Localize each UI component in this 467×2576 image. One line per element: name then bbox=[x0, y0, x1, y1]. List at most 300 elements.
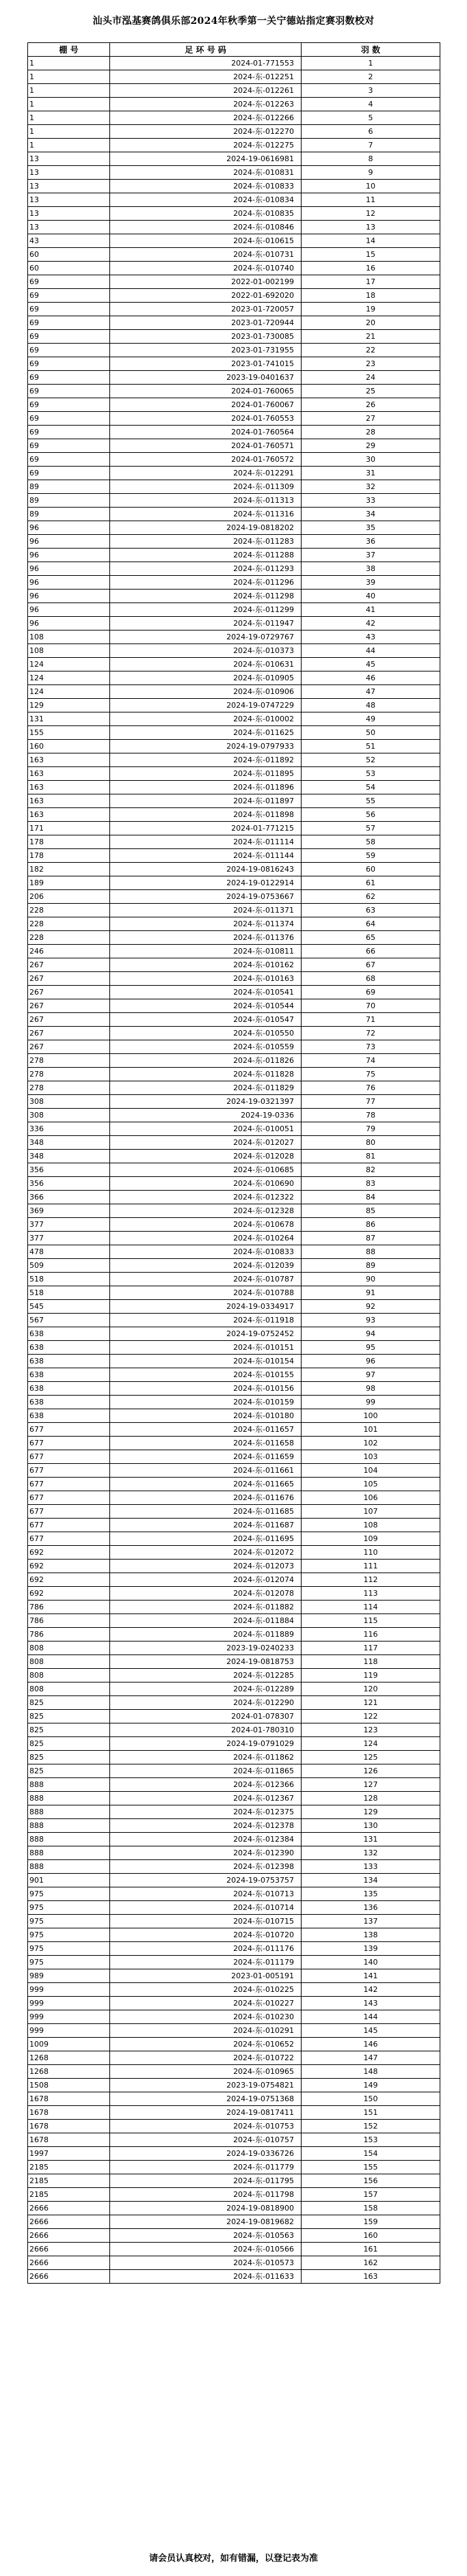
ring-number-cell: 2024-东-012289 bbox=[110, 1682, 302, 1696]
table-row bbox=[28, 631, 440, 644]
table-row bbox=[28, 1314, 440, 1327]
ring-number-cell: 2024-19-0752452 bbox=[110, 1327, 302, 1341]
table-row bbox=[28, 70, 440, 84]
ring-number-cell: 2024-01-760067 bbox=[110, 398, 302, 412]
ring-number-cell: 2024-东-010846 bbox=[110, 221, 302, 234]
ring-number-cell: 2024-东-011625 bbox=[110, 726, 302, 740]
loft-number-cell: 96 bbox=[28, 549, 110, 562]
bird-count-cell: 1 bbox=[302, 57, 440, 70]
table-row bbox=[28, 822, 440, 835]
loft-number-cell: 888 bbox=[28, 1833, 110, 1846]
ring-number-cell: 2024-19-0791029 bbox=[110, 1737, 302, 1751]
ring-number-cell: 2024-东-010715 bbox=[110, 1915, 302, 1928]
ring-number-cell: 2023-01-741015 bbox=[110, 357, 302, 371]
table-row bbox=[28, 931, 440, 945]
table-row bbox=[28, 1081, 440, 1095]
bird-count-cell: 42 bbox=[302, 617, 440, 631]
bird-count-cell: 34 bbox=[302, 508, 440, 521]
table-row bbox=[28, 316, 440, 330]
table-row bbox=[28, 289, 440, 303]
table-row bbox=[28, 125, 440, 139]
table-row bbox=[28, 1860, 440, 1874]
table-row bbox=[28, 849, 440, 863]
table-row bbox=[28, 590, 440, 603]
table-row bbox=[28, 549, 440, 562]
bird-count-cell: 124 bbox=[302, 1737, 440, 1751]
footer-note: 请会员认真校对，如有错漏，以登记表为准 bbox=[148, 2553, 318, 2564]
ring-number-cell: 2024-19-0321397 bbox=[110, 1095, 302, 1109]
ring-number-cell: 2024-东-011947 bbox=[110, 617, 302, 631]
ring-number-cell: 2024-东-012290 bbox=[110, 1696, 302, 1710]
ring-number-cell: 2024-东-010833 bbox=[110, 1245, 302, 1259]
ring-number-cell: 2024-东-010563 bbox=[110, 2229, 302, 2243]
bird-count-cell: 4 bbox=[302, 98, 440, 111]
ring-number-cell: 2024-东-012390 bbox=[110, 1846, 302, 1860]
bird-count-cell: 71 bbox=[302, 1013, 440, 1027]
bird-count-cell: 82 bbox=[302, 1163, 440, 1177]
loft-number-cell: 677 bbox=[28, 1464, 110, 1478]
bird-count-cell: 99 bbox=[302, 1396, 440, 1409]
loft-number-cell: 124 bbox=[28, 658, 110, 671]
bird-count-cell: 58 bbox=[302, 835, 440, 849]
table-row bbox=[28, 2065, 440, 2079]
ring-number-cell: 2024-东-010162 bbox=[110, 958, 302, 972]
loft-number-cell: 1 bbox=[28, 70, 110, 84]
table-row bbox=[28, 1368, 440, 1382]
bird-count-cell: 75 bbox=[302, 1068, 440, 1081]
loft-number-cell: 69 bbox=[28, 385, 110, 398]
loft-number-cell: 2666 bbox=[28, 2229, 110, 2243]
ring-number-cell: 2024-东-012039 bbox=[110, 1259, 302, 1273]
table-row bbox=[28, 1191, 440, 1204]
loft-number-cell: 69 bbox=[28, 289, 110, 303]
ring-number-cell: 2024-19-0753667 bbox=[110, 890, 302, 904]
loft-number-cell: 1 bbox=[28, 98, 110, 111]
ring-number-cell: 2024-01-780310 bbox=[110, 1723, 302, 1737]
ring-number-cell: 2024-19-0816243 bbox=[110, 863, 302, 876]
ring-number-cell: 2024-东-010753 bbox=[110, 2120, 302, 2133]
loft-number-cell: 786 bbox=[28, 1614, 110, 1628]
bird-count-cell: 155 bbox=[302, 2161, 440, 2174]
table-body bbox=[28, 57, 440, 2284]
ring-number-cell: 2024-东-011695 bbox=[110, 1532, 302, 1546]
bird-count-cell: 45 bbox=[302, 658, 440, 671]
table-row bbox=[28, 207, 440, 221]
bird-count-cell: 108 bbox=[302, 1519, 440, 1532]
bird-count-cell: 5 bbox=[302, 111, 440, 125]
table-row bbox=[28, 1560, 440, 1573]
bird-count-cell: 129 bbox=[302, 1805, 440, 1819]
loft-number-cell: 69 bbox=[28, 453, 110, 467]
bird-count-cell: 140 bbox=[302, 1956, 440, 1969]
loft-number-cell: 1 bbox=[28, 139, 110, 152]
table-row bbox=[28, 2038, 440, 2051]
loft-number-cell: 825 bbox=[28, 1696, 110, 1710]
loft-number-cell: 69 bbox=[28, 303, 110, 316]
table-row bbox=[28, 1013, 440, 1027]
loft-number-cell: 246 bbox=[28, 945, 110, 958]
bird-count-cell: 20 bbox=[302, 316, 440, 330]
table-row bbox=[28, 1887, 440, 1901]
loft-number-cell: 267 bbox=[28, 986, 110, 999]
bird-count-cell: 22 bbox=[302, 344, 440, 357]
loft-number-cell: 2666 bbox=[28, 2202, 110, 2215]
table-row bbox=[28, 1150, 440, 1163]
table-row bbox=[28, 1642, 440, 1655]
loft-number-cell: 825 bbox=[28, 1723, 110, 1737]
loft-number-cell: 1 bbox=[28, 84, 110, 98]
ring-number-cell: 2024-东-011374 bbox=[110, 917, 302, 931]
ring-number-cell: 2024-东-012251 bbox=[110, 70, 302, 84]
loft-number-cell: 308 bbox=[28, 1109, 110, 1122]
bird-count-cell: 121 bbox=[302, 1696, 440, 1710]
loft-number-cell: 160 bbox=[28, 740, 110, 753]
ring-number-cell: 2024-19-0818753 bbox=[110, 1655, 302, 1669]
ring-number-cell: 2024-东-011798 bbox=[110, 2188, 302, 2202]
bird-count-cell: 126 bbox=[302, 1764, 440, 1778]
count-verification-table bbox=[27, 42, 440, 2284]
loft-number-cell: 888 bbox=[28, 1860, 110, 1874]
table-row bbox=[28, 1382, 440, 1396]
bird-count-cell: 73 bbox=[302, 1040, 440, 1054]
bird-count-cell: 56 bbox=[302, 808, 440, 822]
table-row bbox=[28, 890, 440, 904]
bird-count-cell: 162 bbox=[302, 2256, 440, 2270]
loft-number-cell: 692 bbox=[28, 1573, 110, 1587]
bird-count-cell: 85 bbox=[302, 1204, 440, 1218]
bird-count-cell: 53 bbox=[302, 767, 440, 781]
bird-count-cell: 12 bbox=[302, 207, 440, 221]
table-row bbox=[28, 2079, 440, 2092]
table-row bbox=[28, 2215, 440, 2229]
loft-number-cell: 278 bbox=[28, 1068, 110, 1081]
table-row bbox=[28, 576, 440, 590]
ring-number-cell: 2024-东-010788 bbox=[110, 1286, 302, 1300]
table-row bbox=[28, 234, 440, 248]
loft-number-cell: 975 bbox=[28, 1915, 110, 1928]
table-row bbox=[28, 2256, 440, 2270]
bird-count-cell: 118 bbox=[302, 1655, 440, 1669]
ring-number-cell: 2024-19-0334917 bbox=[110, 1300, 302, 1314]
ring-number-cell: 2024-东-010906 bbox=[110, 685, 302, 699]
ring-number-cell: 2024-东-012367 bbox=[110, 1792, 302, 1805]
loft-number-cell: 677 bbox=[28, 1491, 110, 1505]
ring-number-cell: 2024-东-011114 bbox=[110, 835, 302, 849]
table-row bbox=[28, 303, 440, 316]
bird-count-cell: 101 bbox=[302, 1423, 440, 1437]
bird-count-cell: 141 bbox=[302, 1969, 440, 1983]
table-row bbox=[28, 385, 440, 398]
loft-number-cell: 267 bbox=[28, 958, 110, 972]
bird-count-cell: 68 bbox=[302, 972, 440, 986]
loft-number-cell: 478 bbox=[28, 1245, 110, 1259]
loft-number-cell: 509 bbox=[28, 1259, 110, 1273]
table-row bbox=[28, 2243, 440, 2256]
ring-number-cell: 2024-东-011896 bbox=[110, 781, 302, 794]
table-row bbox=[28, 1997, 440, 2010]
table-row bbox=[28, 275, 440, 289]
ring-number-cell: 2024-东-012366 bbox=[110, 1778, 302, 1792]
loft-number-cell: 267 bbox=[28, 1027, 110, 1040]
ring-number-cell: 2024-东-011661 bbox=[110, 1464, 302, 1478]
table-row bbox=[28, 1177, 440, 1191]
ring-number-cell: 2024-东-010720 bbox=[110, 1928, 302, 1942]
ring-number-cell: 2024-东-010227 bbox=[110, 1997, 302, 2010]
table-row bbox=[28, 1505, 440, 1519]
bird-count-cell: 46 bbox=[302, 671, 440, 685]
table-row bbox=[28, 344, 440, 357]
ring-number-cell: 2024-19-0819682 bbox=[110, 2215, 302, 2229]
loft-number-cell: 163 bbox=[28, 753, 110, 767]
ring-number-cell: 2023-19-0401637 bbox=[110, 371, 302, 385]
table-row bbox=[28, 2120, 440, 2133]
table-row bbox=[28, 139, 440, 152]
table-row bbox=[28, 1300, 440, 1314]
bird-count-cell: 27 bbox=[302, 412, 440, 426]
loft-number-cell: 178 bbox=[28, 849, 110, 863]
bird-count-cell: 139 bbox=[302, 1942, 440, 1956]
bird-count-cell: 19 bbox=[302, 303, 440, 316]
bird-count-cell: 103 bbox=[302, 1450, 440, 1464]
bird-count-cell: 147 bbox=[302, 2051, 440, 2065]
loft-number-cell: 2185 bbox=[28, 2161, 110, 2174]
bird-count-cell: 122 bbox=[302, 1710, 440, 1723]
ring-number-cell: 2024-19-0336 bbox=[110, 1109, 302, 1122]
table-row bbox=[28, 535, 440, 549]
loft-number-cell: 692 bbox=[28, 1587, 110, 1601]
ring-number-cell: 2024-东-010690 bbox=[110, 1177, 302, 1191]
bird-count-cell: 59 bbox=[302, 849, 440, 863]
table-row bbox=[28, 1573, 440, 1587]
bird-count-cell: 86 bbox=[302, 1218, 440, 1232]
table-row bbox=[28, 876, 440, 890]
bird-count-cell: 132 bbox=[302, 1846, 440, 1860]
loft-number-cell: 69 bbox=[28, 344, 110, 357]
table-row bbox=[28, 1833, 440, 1846]
loft-number-cell: 267 bbox=[28, 1040, 110, 1054]
bird-count-cell: 7 bbox=[302, 139, 440, 152]
loft-number-cell: 13 bbox=[28, 166, 110, 180]
bird-count-cell: 161 bbox=[302, 2243, 440, 2256]
table-row bbox=[28, 781, 440, 794]
bird-count-cell: 63 bbox=[302, 904, 440, 917]
table-row bbox=[28, 521, 440, 535]
ring-number-cell: 2024-19-0818900 bbox=[110, 2202, 302, 2215]
loft-number-cell: 108 bbox=[28, 631, 110, 644]
bird-count-cell: 125 bbox=[302, 1751, 440, 1764]
table-row bbox=[28, 1068, 440, 1081]
loft-number-cell: 69 bbox=[28, 426, 110, 439]
ring-number-cell: 2024-01-771553 bbox=[110, 57, 302, 70]
bird-count-cell: 18 bbox=[302, 289, 440, 303]
table-row bbox=[28, 1655, 440, 1669]
bird-count-cell: 50 bbox=[302, 726, 440, 740]
loft-number-cell: 267 bbox=[28, 999, 110, 1013]
table-row bbox=[28, 2010, 440, 2024]
loft-number-cell: 975 bbox=[28, 1887, 110, 1901]
bird-count-cell: 38 bbox=[302, 562, 440, 576]
ring-number-cell: 2024-东-010834 bbox=[110, 193, 302, 207]
loft-number-cell: 2666 bbox=[28, 2256, 110, 2270]
table-row bbox=[28, 193, 440, 207]
loft-number-cell: 545 bbox=[28, 1300, 110, 1314]
loft-number-cell: 96 bbox=[28, 603, 110, 617]
table-row bbox=[28, 2147, 440, 2161]
bird-count-cell: 157 bbox=[302, 2188, 440, 2202]
bird-count-cell: 35 bbox=[302, 521, 440, 535]
ring-number-cell: 2024-东-010547 bbox=[110, 1013, 302, 1027]
bird-count-cell: 80 bbox=[302, 1136, 440, 1150]
table-row bbox=[28, 1764, 440, 1778]
bird-count-cell: 64 bbox=[302, 917, 440, 931]
loft-number-cell: 96 bbox=[28, 617, 110, 631]
loft-number-cell: 825 bbox=[28, 1764, 110, 1778]
bird-count-cell: 105 bbox=[302, 1478, 440, 1491]
bird-count-cell: 32 bbox=[302, 480, 440, 494]
ring-number-cell: 2024-东-010225 bbox=[110, 1983, 302, 1997]
bird-count-cell: 96 bbox=[302, 1355, 440, 1368]
ring-number-cell: 2024-东-011687 bbox=[110, 1519, 302, 1532]
loft-number-cell: 638 bbox=[28, 1355, 110, 1368]
bird-count-cell: 17 bbox=[302, 275, 440, 289]
ring-number-cell: 2024-东-012384 bbox=[110, 1833, 302, 1846]
ring-number-cell: 2024-东-011179 bbox=[110, 1956, 302, 1969]
ring-number-cell: 2024-19-0336726 bbox=[110, 2147, 302, 2161]
table-row bbox=[28, 1928, 440, 1942]
loft-number-cell: 1678 bbox=[28, 2133, 110, 2147]
ring-number-cell: 2024-东-011865 bbox=[110, 1764, 302, 1778]
ring-number-cell: 2024-01-771215 bbox=[110, 822, 302, 835]
table-row bbox=[28, 2092, 440, 2106]
ring-number-cell: 2024-东-010965 bbox=[110, 2065, 302, 2079]
loft-number-cell: 1 bbox=[28, 57, 110, 70]
bird-count-cell: 148 bbox=[302, 2065, 440, 2079]
loft-number-cell: 808 bbox=[28, 1682, 110, 1696]
ring-number-cell: 2024-东-011293 bbox=[110, 562, 302, 576]
bird-count-cell: 145 bbox=[302, 2024, 440, 2038]
table-row bbox=[28, 2161, 440, 2174]
ring-number-cell: 2024-东-011665 bbox=[110, 1478, 302, 1491]
bird-count-cell: 67 bbox=[302, 958, 440, 972]
loft-number-cell: 189 bbox=[28, 876, 110, 890]
ring-number-cell: 2024-东-011283 bbox=[110, 535, 302, 549]
ring-number-cell: 2024-东-010051 bbox=[110, 1122, 302, 1136]
loft-number-cell: 692 bbox=[28, 1546, 110, 1560]
bird-count-cell: 128 bbox=[302, 1792, 440, 1805]
loft-number-cell: 108 bbox=[28, 644, 110, 658]
bird-count-cell: 95 bbox=[302, 1341, 440, 1355]
table-row bbox=[28, 1054, 440, 1068]
loft-number-cell: 1 bbox=[28, 111, 110, 125]
ring-number-cell: 2023-19-0754821 bbox=[110, 2079, 302, 2092]
loft-number-cell: 1678 bbox=[28, 2106, 110, 2120]
table-row bbox=[28, 1942, 440, 1956]
bird-count-cell: 137 bbox=[302, 1915, 440, 1928]
bird-count-cell: 43 bbox=[302, 631, 440, 644]
bird-count-cell: 49 bbox=[302, 712, 440, 726]
table-row bbox=[28, 2188, 440, 2202]
bird-count-cell: 16 bbox=[302, 262, 440, 275]
bird-count-cell: 9 bbox=[302, 166, 440, 180]
ring-number-cell: 2024-19-0818202 bbox=[110, 521, 302, 535]
loft-number-cell: 96 bbox=[28, 535, 110, 549]
ring-number-cell: 2024-东-012322 bbox=[110, 1191, 302, 1204]
table-row bbox=[28, 480, 440, 494]
table-row bbox=[28, 1273, 440, 1286]
bird-count-cell: 15 bbox=[302, 248, 440, 262]
ring-number-cell: 2023-01-720944 bbox=[110, 316, 302, 330]
loft-number-cell: 96 bbox=[28, 562, 110, 576]
bird-count-cell: 134 bbox=[302, 1874, 440, 1887]
ring-number-cell: 2024-东-012378 bbox=[110, 1819, 302, 1833]
loft-number-cell: 155 bbox=[28, 726, 110, 740]
ring-number-cell: 2024-东-011376 bbox=[110, 931, 302, 945]
bird-count-cell: 23 bbox=[302, 357, 440, 371]
ring-number-cell: 2024-东-012078 bbox=[110, 1587, 302, 1601]
ring-number-cell: 2024-东-010566 bbox=[110, 2243, 302, 2256]
loft-number-cell: 206 bbox=[28, 890, 110, 904]
table-row bbox=[28, 412, 440, 426]
loft-number-cell: 336 bbox=[28, 1122, 110, 1136]
table-row bbox=[28, 808, 440, 822]
table-row bbox=[28, 945, 440, 958]
table-row bbox=[28, 180, 440, 193]
ring-number-cell: 2024-19-0753757 bbox=[110, 1874, 302, 1887]
table-row bbox=[28, 84, 440, 98]
loft-number-cell: 278 bbox=[28, 1081, 110, 1095]
table-row bbox=[28, 671, 440, 685]
loft-number-cell: 999 bbox=[28, 1983, 110, 1997]
loft-number-cell: 124 bbox=[28, 671, 110, 685]
table-row bbox=[28, 1874, 440, 1887]
header-ring-number: 足 环 号 码 bbox=[110, 43, 302, 57]
ring-number-cell: 2024-19-0122914 bbox=[110, 876, 302, 890]
table-row bbox=[28, 357, 440, 371]
loft-number-cell: 69 bbox=[28, 467, 110, 480]
table-row bbox=[28, 1805, 440, 1819]
table-row bbox=[28, 1423, 440, 1437]
loft-number-cell: 171 bbox=[28, 822, 110, 835]
table-row bbox=[28, 712, 440, 726]
bird-count-cell: 8 bbox=[302, 152, 440, 166]
ring-number-cell: 2024-01-760571 bbox=[110, 439, 302, 453]
loft-number-cell: 178 bbox=[28, 835, 110, 849]
table-row bbox=[28, 999, 440, 1013]
bird-count-cell: 77 bbox=[302, 1095, 440, 1109]
bird-count-cell: 90 bbox=[302, 1273, 440, 1286]
bird-count-cell: 54 bbox=[302, 781, 440, 794]
bird-count-cell: 111 bbox=[302, 1560, 440, 1573]
bird-count-cell: 36 bbox=[302, 535, 440, 549]
table-row bbox=[28, 644, 440, 658]
table-row bbox=[28, 398, 440, 412]
table-row bbox=[28, 958, 440, 972]
ring-number-cell: 2024-19-0817411 bbox=[110, 2106, 302, 2120]
table-row bbox=[28, 1095, 440, 1109]
loft-number-cell: 69 bbox=[28, 357, 110, 371]
ring-number-cell: 2024-东-010559 bbox=[110, 1040, 302, 1054]
bird-count-cell: 104 bbox=[302, 1464, 440, 1478]
loft-number-cell: 1997 bbox=[28, 2147, 110, 2161]
bird-count-cell: 62 bbox=[302, 890, 440, 904]
table-row bbox=[28, 794, 440, 808]
ring-number-cell: 2023-01-720057 bbox=[110, 303, 302, 316]
bird-count-cell: 13 bbox=[302, 221, 440, 234]
loft-number-cell: 808 bbox=[28, 1655, 110, 1669]
ring-number-cell: 2024-东-011371 bbox=[110, 904, 302, 917]
table-row bbox=[28, 972, 440, 986]
ring-number-cell: 2024-东-011795 bbox=[110, 2174, 302, 2188]
